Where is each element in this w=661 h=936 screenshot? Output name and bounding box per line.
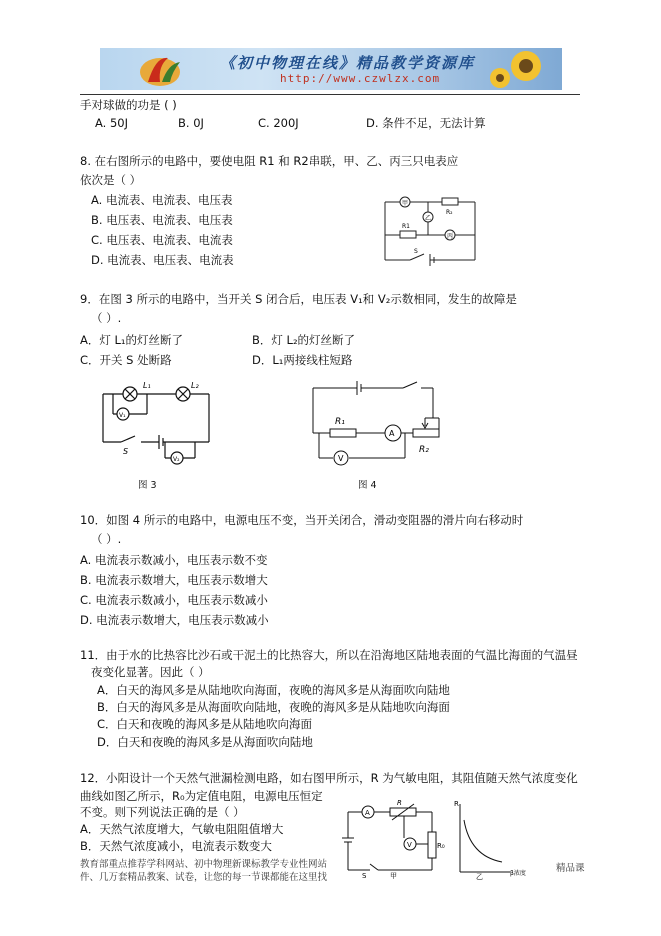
footer-line1-tail: 精品课: [556, 863, 585, 874]
header-rule: [80, 94, 580, 95]
q8-label-r2: R₂: [446, 209, 453, 216]
footer-line2: 件、几万套精品教案、试卷，让您的每一节课都能在这里找: [80, 872, 328, 883]
fig4-label-r1: R₁: [335, 417, 345, 427]
q8-option-b: B. 电压表、电流表、电压表: [91, 213, 233, 227]
fig4-label-a: A: [389, 429, 395, 438]
q9-option-b: B．灯 L₂的灯丝断了: [252, 333, 356, 347]
q8-option-d: D. 电流表、电压表、电流表: [91, 253, 234, 267]
figure-4: [305, 378, 445, 473]
logo-icon: [138, 52, 188, 88]
q9-stem-line1: 9．在图 3 所示的电路中，当开关 S 闭合后，电压表 V₁和 V₂示数相同，发生的故障是: [80, 292, 517, 306]
fig3-label-v2: V₂: [173, 456, 180, 463]
banner-url: http://www.czwlzx.com: [280, 72, 441, 85]
q8-stem-line2: 依次是（ ）: [80, 173, 142, 187]
fig4-label-r2: R₂: [419, 445, 429, 455]
fig3-caption: 图 3: [138, 480, 157, 491]
q12-meter-a: A: [365, 809, 370, 817]
q12-option-b: B．天然气浓度减小，电流表示数变大: [80, 839, 272, 853]
banner-title: 《初中物理在线》精品教学资源库: [220, 54, 476, 72]
q11-option-a: A．白天的海风多是从陆地吹向海面，夜晚的海风多是从海面吹向陆地: [97, 683, 450, 697]
q8-option-c: C. 电压表、电流表、电流表: [91, 233, 233, 247]
q10-option-a: A. 电流表示数减小，电压表示数不变: [80, 553, 268, 567]
q8-option-a: A. 电流表、电流表、电压表: [91, 193, 233, 207]
q9-option-d: D．L₁两接线柱短路: [252, 353, 353, 367]
q10-stem-line1: 10．如图 4 所示的电路中，电源电压不变，当开关闭合，滑动变阻器的滑片向右移动时: [80, 513, 524, 527]
q12-option-a: A．天然气浓度增大，气敏电阻阻值增大: [80, 822, 284, 836]
q7-option-d: D. 条件不足，无法计算: [366, 116, 486, 130]
q8-label-s: S: [414, 248, 418, 255]
figure-3: [95, 380, 220, 470]
q11-stem-line2: 夜变化显著。因此（ ）: [91, 665, 210, 679]
q12-graph-x-label: β浓度: [510, 870, 526, 877]
q9-option-a: A．灯 L₁的灯丝断了: [80, 333, 184, 347]
q8-circuit-figure: [380, 190, 480, 280]
q12-graph-y-label: R: [454, 800, 459, 808]
q11-option-d: D．白天和夜晚的海风多是从海面吹向陆地: [97, 735, 313, 749]
q9-option-c: C．开关 S 处断路: [80, 353, 172, 367]
q10-option-b: B. 电流表示数增大，电压表示数增大: [80, 573, 268, 587]
q11-option-b: B．白天的海风多是从海面吹向陆地，夜晚的海风多是从陆地吹向海面: [97, 700, 450, 714]
q12-meter-v: V: [407, 841, 412, 849]
q8-meter-yi: 乙: [425, 215, 432, 222]
q7-option-b: B. 0J: [178, 116, 204, 130]
footer-line1: 教育部重点推荐学科网站、初中物理新课标教学专业性网站: [80, 859, 328, 870]
q8-meter-bing: 丙: [447, 233, 454, 240]
fig3-label-v1: V₁: [119, 412, 126, 419]
q8-meter-jia: 甲: [402, 200, 409, 207]
q12-label-jia: 甲: [390, 872, 397, 880]
fig3-label-l2: L₂: [191, 381, 199, 390]
sunflower-icon: [486, 48, 556, 90]
q7-option-a: A. 50J: [95, 116, 129, 130]
q8-label-r1: R1: [402, 223, 410, 230]
q12-figure: [340, 800, 545, 880]
fig3-label-l1: L₁: [143, 381, 151, 390]
q12-stem-line3: 不变。则下列说法正确的是（ ）: [80, 805, 245, 819]
fig4-label-v: V: [338, 454, 344, 463]
q10-stem-line2: （ ）.: [91, 532, 122, 546]
q12-stem-line1: 12．小阳设计一个天然气泄漏检测电路，如右图甲所示，R 为气敏电阻，其阻值随天然气浓度变化: [80, 771, 578, 785]
q11-stem-line1: 11．由于水的比热容比沙石或干泥土的比热容大，所以在沿海地区陆地表面的气温比海面的气温昼: [80, 648, 578, 662]
header-banner: [100, 48, 562, 90]
q7-stem: 手对球做的功是 ( ): [80, 98, 177, 112]
q8-stem-line1: 8. 在右图所示的电路中，要使电阻 R1 和 R2串联，甲、乙、丙三只电表应: [80, 154, 459, 168]
q10-option-c: C. 电流表示数减小，电压表示数减小: [80, 593, 268, 607]
q12-stem-line2: 曲线如图乙所示，R₀为定值电阻，电源电压恒定: [80, 789, 323, 803]
q7-option-c: C. 200J: [258, 116, 299, 130]
q12-label-r0: R₀: [437, 842, 445, 850]
fig3-label-s: S: [123, 447, 129, 456]
q12-label-s: S: [362, 872, 367, 880]
q10-option-d: D. 电流表示数增大，电压表示数减小: [80, 613, 269, 627]
q12-label-r: R: [397, 800, 402, 807]
q9-stem-line2: （ ）.: [91, 311, 122, 325]
q11-option-c: C．白天和夜晚的海风多是从陆地吹向海面: [97, 717, 313, 731]
fig4-caption: 图 4: [358, 480, 377, 491]
q12-label-yi: 乙: [476, 873, 483, 880]
